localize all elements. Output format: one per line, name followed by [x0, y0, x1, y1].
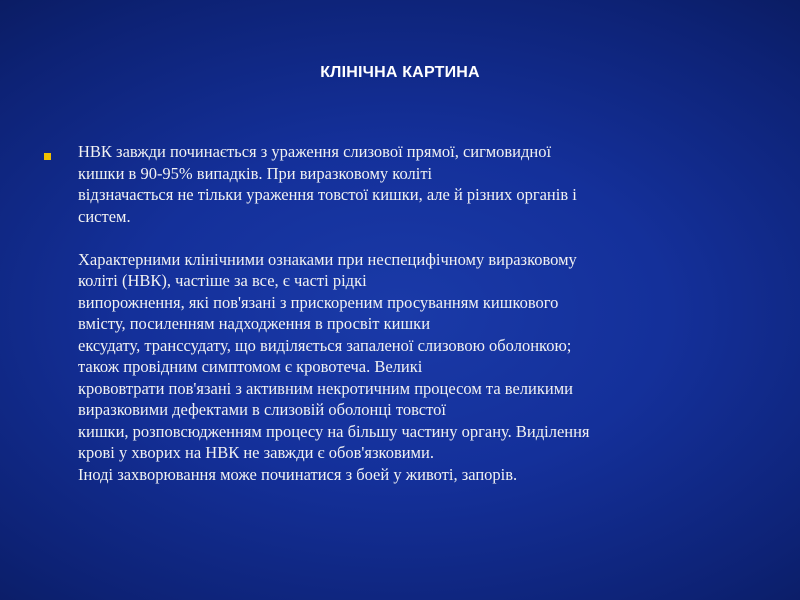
text-line: крововтрати пов'язані з активним некротичним процесом та великими [78, 378, 573, 398]
text-line: коліті (НВК), частіше за все, є часті рідкі [78, 271, 367, 290]
text-line: випорожнення, які пов'язані з прискореним просуванням кишкового [78, 292, 559, 312]
paragraph-gap [78, 227, 764, 249]
text-line: вмісту, посиленням надходження в просвіт кишки [78, 314, 431, 333]
square-bullet-icon [44, 153, 51, 160]
bullet-item [44, 141, 764, 485]
bullet-text [78, 141, 764, 485]
text-line: Характерними клінічними ознаками при неспецифічному виразковому [78, 249, 577, 269]
text-line: Іноді захворювання може починатися з боей у животі, запорів. [78, 464, 518, 484]
text-line: систем. [78, 206, 131, 226]
text-line: ексудату, транссудату, що виділяється запаленої слизовою оболонкою; [78, 335, 572, 355]
text-line: відзначається не тільки ураження товстої кишки, але й різних органів і [78, 185, 577, 204]
text-line: кишки в 90-95% випадків. При виразковому коліті [78, 163, 433, 183]
text-line: виразковими дефектами в слизовій оболонці товстої [78, 400, 446, 419]
text-line: НВК завжди починається з ураження слизової прямої, сигмовидної [78, 142, 552, 161]
text-line: крові у хворих на НВК не завжди є обов'язковими. [78, 443, 434, 462]
text-line: кишки, розповсюдженням процесу на більшу частину органу. Виділення [78, 421, 590, 441]
slide-title: КЛІНІЧНА КАРТИНА [320, 64, 480, 81]
text-line: також провідним симптомом є кровотеча. Великі [78, 357, 423, 376]
